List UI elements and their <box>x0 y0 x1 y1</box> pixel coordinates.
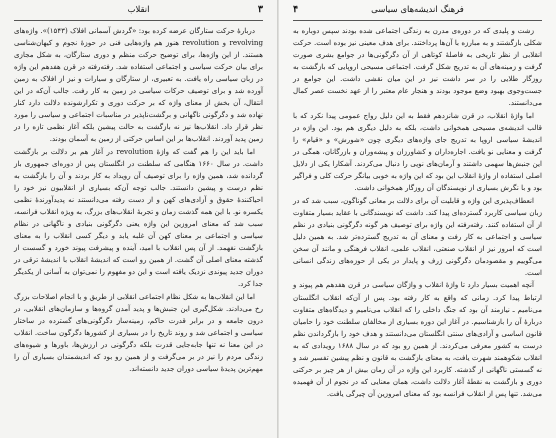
right-page <box>279 0 556 438</box>
paragraph: اما این انقلاب‌ها به شکل نظام اجتماعی انقلابی از طریق و با انجام اصلاحات بزرگ رخ می‌دادند. شکل‌گیری این جنبش‌ها و پدید آمدن گروه‌ها و سازمان‌های انقلابی، در درون جامعه و در برابر قدرت حاکم، زمینه‌ساز دگرگونی‌های گسترده در ساختار سیاسی و اجتماعی شد و روند تاریخ را در بسیاری از کشورها دگرگون ساخت. انقلاب در این معنا نه تنها جابه‌جایی قدرت بلکه دگرگونی در ارزش‌ها، باورها و شیوه‌های زندگی مردم را نیز در بر می‌گرفت و از همین رو بود که اندیشمندان بسیاری آن را مهم‌ترین پدیدهٔ سیاسی دوران جدید دانسته‌اند. <box>14 292 263 374</box>
paragraph: اما واژهٔ انقلاب، در قرن شانزدهم فقط به این دلیل رواج عمومی پیدا نکرد که با قالب اندیشه‌ی مسیحی همخوانی داشت، بلکه به دلیل دیگری هم بود. این واژه در اندیشهٔ سیاسی اروپا به تدریج جای واژه‌های دیگری چون «شورش» و «قیام» را گرفت و معنایی نو یافت. اجاره‌داران و کشاورزان و پیشه‌وران و بازرگانان، همگی در این جنبش‌ها سهمی داشتند و آرمان‌های نویی را دنبال می‌کردند. آشکارا یکی از دلایل اصلی استفاده از واژهٔ انقلاب این بود که این واژه به خوبی بیانگر حرکت کلی و فراگیر بود و با نگرش بسیاری از نویسندگان آن روزگار همخوانی داشت. <box>293 110 542 193</box>
header-rule <box>14 20 263 21</box>
page-number: ۴ <box>293 4 299 15</box>
paragraph: دربارهٔ حرکت ستارگان عرضه کرده بود: «گردش آسمانی افلاک (۱۵۴۳)». واژه‌های revolving و revolution هنوز هم واژه‌هایی فنی در حوزهٔ نجوم و کیهان‌شناسی هستند. از این واژه‌ها، برای توضیح حرکت منظم و دوری ستارگان، به شکل مجازی برای بیان حرکت سیاسی و اجتماعی استفاده شد. رفته‌رفته در قرن هفدهم این واژه در زبان سیاسی راه یافت. به تعبیری، از ستارگان و سیارات و نیز از افلاک به زمین آورده شد و برای توصیف حرکات سیاسی در زمین به کار رفت. جالب آن‌که در این انتقال، آن بخش از معنای واژه که بر حرکت دوری و تکرارشونده دلالت دارد کنار نهاده شد و دگرگونی ناگهانی و برگشت‌ناپذیر در مناسبات اجتماعی و سیاسی را مورد نظر قرار داد. انقلاب‌ها نیز نه بازگشت به حالت پیشین بلکه آغاز نظمی تازه را در زمین پدید آوردند. انقلاب‌ها بر این اساس حرکتی از زمین به آسمان بودند. <box>14 26 264 144</box>
right-page-header <box>293 5 542 19</box>
running-head: انقلاب <box>127 5 150 15</box>
left-page-body <box>14 25 263 434</box>
left-page <box>0 0 277 438</box>
paragraph: انعطاف‌پذیری این واژه و قابلیت آن برای دلالت بر معانی گوناگون، سبب شد که در زبان سیاسی کاربرد گسترده‌ای پیدا کند. داشت که نویسندگانی با عقاید بسیار متفاوت از آن استفاده کنند. رفته‌رفته این واژه برای توصیف هر گونه دگرگونی بنیادی در نظم سیاسی و اجتماعی به کار رفت و معنای آن به تدریج گسترده‌تر شد. به همین دلیل است که امروز نیز از انقلاب صنعتی، انقلاب علمی، انقلاب فرهنگی و مانند آن سخن می‌گوییم و مقصودمان دگرگونی ژرف و پایدار در یکی از حوزه‌های زندگی انسانی است. <box>293 195 542 277</box>
paragraph: زشت و پلیدی که در دوره‌ی مدرن به زندگی اجتماعی شده بودند سپس دوباره به شکلی بازگشتند و به مبارزه با آن‌ها پرداختند. برای هدف معینی نیز بوده است. حرکت انقلابی از نظر تاریخی به فاصلهٔ کوتاهی از آن دگرگونی‌ها در جوامع بشری صورت گرفت و زمینه‌های آن به تدریج شکل گرفت. اجتماعی مسیحی اروپایی که بازگشت به روزگار طلایی را در سر داشت نیز در این میان نقشی داشت. این جوامع در جست‌وجوی بهبود وضع موجود بودند و هنجار عام معتبر را از عهد نخست عصر کمال می‌دانستند. <box>293 26 542 108</box>
left-page-header <box>14 5 263 19</box>
paragraph: آنچه اهمیت بسیار دارد تا واژهٔ انقلاب و واژگان سیاسی در قرن هفدهم هم پیوند و ارتباط پیدا کرد. زمانی که واقع به کار رفته بود. پس از آن‌که انقلاب انگلستان می‌نامیم ـ نیازمند آن بود که جنگ داخلی را که انقلاب می‌نامیم و دیدگاه‌های متفاوت دربارهٔ آن را بازشناسیم. در آغاز این دوره بسیاری از مخالفان سلطنت خود را حامیان قانون اساسی و آزادی‌های سنتی انگلستان می‌دانستند و هدف خود را بازگرداندن نظم درست به کشور معرفی می‌کردند. از همین رو بود که در سال ۱۶۸۸ رویدادی که به انقلاب شکوهمند شهرت یافت، به معنای بازگشت به قانون و نظم پیشین تفسیر شد و نه گسستی ناگهانی از گذشته. کاربرد این واژه در آن زمان بیش از هر چیز بر حرکتی دوری و بازگشت به نقطهٔ آغاز دلالت داشت، همان معنایی که در نجوم از آن فهمیده می‌شد. تنها پس از انقلاب فرانسه بود که معنای امروزین آن چیرگی یافت. <box>293 280 542 398</box>
page-number: ۳ <box>257 4 263 15</box>
right-page-body <box>293 25 542 434</box>
paragraph: اما باید این را هم گفت که واژهٔ revolution در آغاز هم بر دلالت بر بازگشت داشت. در سال ۱۶۶۰ هنگامی که سلطنت در انگلستان پس از دوره‌ای جمهوری باز گردانده شد، همین واژه را برای توصیف آن رویداد به کار بردند و آن را بازگشت به نظم درست و پیشین دانستند. جالب توجه آن‌که بسیاری از انقلابیون نیز خود را احیاکنندهٔ حقوق و آزادی‌های کهن و از دست رفته می‌دانستند نه پدیدآورندهٔ نظمی یکسره نو. با این همه گذشت زمان و تجربهٔ انقلاب‌های بزرگ، به ویژه انقلاب فرانسه، سبب شد که معنای امروزین این واژه یعنی دگرگونی بنیادی و ناگهانی در نظام سیاسی و اجتماعی بر معنای کهن آن غلبه یابد و دیگر کسی انقلاب را به معنای بازگشت نفهمد. از آن پس انقلاب با امید، آینده و پیشرفت پیوند خورد و گسست از گذشته معنای اصلی آن گشت. از همین رو است که اندیشهٔ انقلاب با اندیشهٔ ترقی در دوران جدید پیوندی نزدیک یافته است و این دو مفهوم را نمی‌توان به آسانی از یکدیگر جدا کرد. <box>14 146 263 289</box>
header-rule <box>293 20 542 21</box>
running-head: فرهنگ اندیشه‌های سیاسی <box>371 5 464 15</box>
